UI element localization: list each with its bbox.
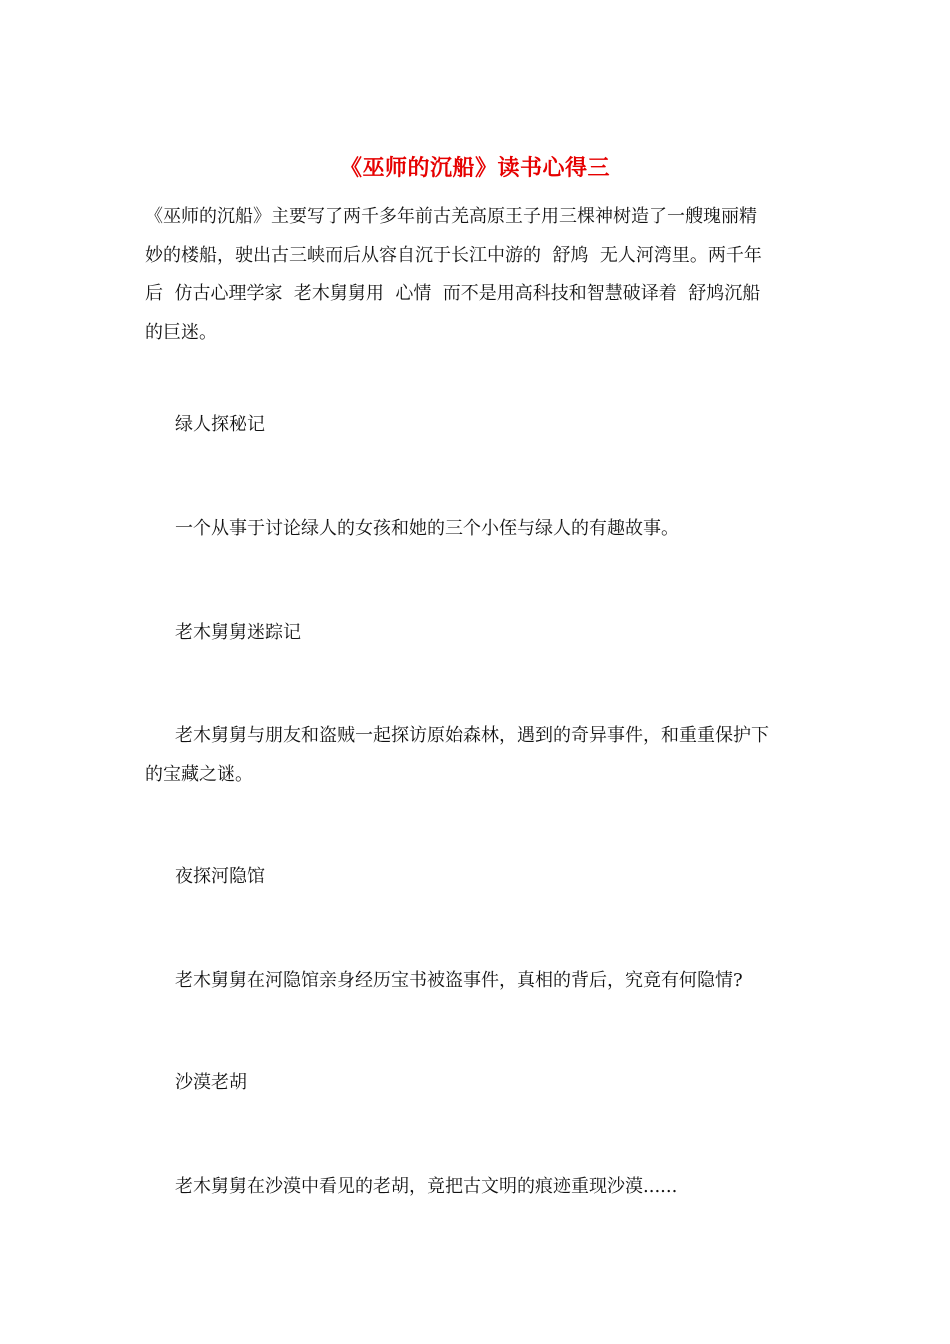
section-summary-heyinguan: 老木舅舅在河隐馆亲身经历宝书被盗事件，真相的背后，究竟有何隐情? bbox=[175, 970, 743, 991]
intro-line: 后 仿古心理学家 老木舅舅用 心情 而不是用高科技和智慧破译着 舒鸠沉船 bbox=[145, 283, 761, 304]
intro-line: 的巨迷。 bbox=[145, 321, 217, 343]
section-heading-shamo: 沙漠老胡 bbox=[175, 1072, 247, 1093]
section-summary-lvren: 一个从事于讨论绿人的女孩和她的三个小侄与绿人的有趣故事。 bbox=[175, 518, 679, 539]
intro-paragraph bbox=[145, 198, 810, 352]
section-summary-shamo: 老木舅舅在沙漠中看见的老胡，竟把古文明的痕迹重现沙漠...... bbox=[175, 1176, 678, 1197]
intro-line: 《巫师的沉船》主要写了两千多年前古羌高原王子用三棵神树造了一艘瑰丽精 bbox=[145, 206, 757, 227]
section-summary-mizong: 老木舅舅与朋友和盗贼一起探访原始森林，遇到的奇异事件，和重重保护下 的宝藏之谜。 bbox=[145, 725, 769, 785]
section-heading-lvren: 绿人探秘记 bbox=[175, 414, 265, 435]
section-heading-mizong: 老木舅舅迷踪记 bbox=[175, 622, 301, 643]
document-title: 《巫师的沉船》读书心得三 bbox=[339, 155, 610, 181]
section-heading-heyinguan: 夜探河隐馆 bbox=[175, 866, 265, 887]
intro-line: 妙的楼船，驶出古三峡而后从容自沉于长江中游的 舒鸠 无人河湾里。两千年 bbox=[145, 244, 762, 266]
